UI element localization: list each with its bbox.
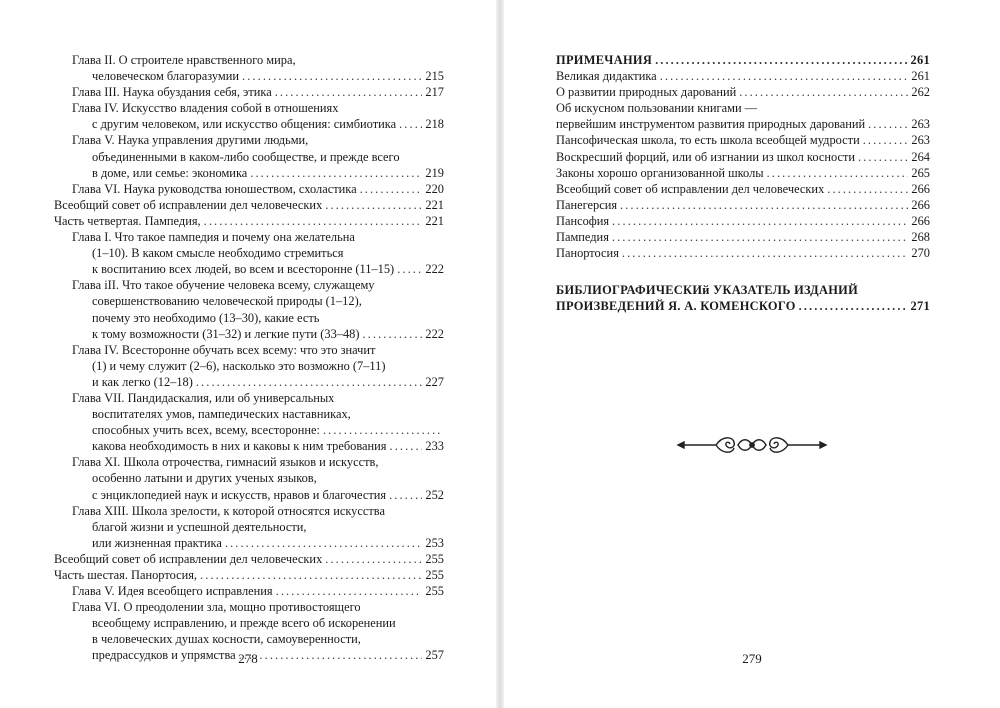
toc-entry-title: Глава IV. Искусство владения собой в отношениях (72, 101, 339, 116)
dot-leader (225, 535, 423, 551)
toc-entry (556, 213, 930, 229)
toc-entry (556, 229, 930, 245)
toc-entry-title: Глава XIII. Школа зрелости, к которой относятся искусства (72, 503, 385, 518)
toc-entry-page: 262 (911, 85, 930, 100)
toc-entry-page: 264 (911, 149, 930, 164)
toc-entry-title: Глава II. О строителе нравственного мира, (72, 53, 296, 67)
toc-entry-title: и как легко (12–18) (92, 374, 193, 389)
toc-entry (54, 583, 444, 599)
toc-entry (54, 599, 444, 615)
toc-entry-page: 252 (425, 487, 444, 502)
toc-entry-title: совершенствованию человеческой природы (1–12), (92, 294, 362, 309)
dot-leader (204, 213, 423, 229)
toc-entry-page: 266 (911, 197, 930, 212)
toc-entry-page: 215 (425, 69, 444, 84)
toc-entry (556, 116, 930, 132)
dot-leader (325, 197, 422, 213)
dot-leader (612, 229, 909, 245)
right-page (504, 0, 1000, 708)
toc-entry-title: Об искусном пользовании книгами — (556, 101, 758, 116)
dot-leader (196, 374, 423, 390)
toc-entry-title: Законы хорошо организованной школы (556, 165, 764, 180)
dot-leader (767, 165, 909, 181)
toc-entry (54, 535, 444, 551)
toc-entry-title: воспитателях умов, пампедических наставниках, (92, 407, 351, 422)
bibliography-title-cont: ПРОИЗВЕДЕНИЙ Я. А. КОМЕНСКОГО (556, 299, 796, 314)
toc-entry-page: 222 (425, 326, 444, 341)
toc-entry-page: 218 (425, 117, 444, 132)
toc-entry-page: 266 (911, 213, 930, 228)
toc-entry (54, 84, 444, 100)
bibliography-page: 271 (910, 299, 930, 314)
bibliography-heading-line2 (556, 298, 930, 314)
dot-leader (868, 116, 908, 132)
dot-leader (827, 181, 908, 197)
toc-entry-title: объединенными в каком-либо сообществе, и прежде всего (92, 149, 400, 164)
toc-entry-title: к воспитанию всех людей, во всем и всесторонне (11–15) (92, 262, 395, 277)
toc-entry-page: 219 (425, 165, 444, 180)
toc-entry-title: способных учить всех, всему, всесторонне: (92, 423, 320, 438)
dot-leader (858, 149, 908, 165)
book-gutter (496, 0, 504, 708)
left-toc (54, 52, 444, 664)
toc-entry-title: какова необходимость в них и каковы к ним требования (92, 439, 387, 454)
toc-entry-title: (1) и чему служит (2–6), насколько это возможно (7–11) (92, 358, 386, 373)
toc-entry (556, 132, 930, 148)
toc-entry (556, 181, 930, 197)
toc-entry-title: Воскресший форций, или об изгнании из школ косности (556, 149, 856, 164)
bibliography-title: БИБЛИОГРАФИЧЕСКИй УКАЗАТЕЛЬ ИЗДАНИЙ (556, 283, 859, 298)
toc-entry (54, 487, 444, 503)
toc-entry (54, 181, 444, 197)
toc-entry (54, 454, 444, 470)
dot-leader (325, 551, 422, 567)
toc-entry-page: 217 (425, 85, 444, 100)
toc-entry-page: 261 (910, 53, 930, 67)
bibliography-heading-line1 (556, 282, 930, 298)
toc-entry-page: 220 (425, 181, 444, 196)
toc-entry-page: 221 (425, 213, 444, 228)
toc-entry-page: 253 (425, 535, 444, 550)
dot-leader (799, 298, 908, 314)
toc-entry-title: Пансофическая школа, то есть школа всеобщей мудрости (556, 133, 860, 148)
toc-entry (54, 261, 444, 277)
toc-entry-title: Пампедия (556, 230, 609, 245)
left-page-number: 278 (238, 651, 258, 666)
toc-entry-title: в доме, или семье: экономика (92, 165, 248, 180)
toc-entry-title: Глава VII. Пандидаскалия, или об универсальных (72, 390, 335, 405)
toc-entry-title: Глава I. Что такое пампедия и почему она желательна (72, 230, 355, 245)
toc-entry-title: Панегерсия (556, 197, 618, 212)
toc-entry (54, 438, 444, 454)
dot-leader (620, 197, 908, 213)
dot-leader (360, 181, 423, 197)
toc-entry (556, 100, 930, 116)
dot-leader (655, 52, 907, 68)
toc-entry-title: Часть четвертая. Пампедия, (54, 213, 201, 228)
toc-entry-page: 266 (911, 181, 930, 196)
toc-entry (54, 342, 444, 358)
dot-leader (863, 132, 909, 148)
toc-entry-title: Великая дидактика (556, 69, 657, 84)
toc-entry-page: 268 (911, 230, 930, 245)
toc-entry-title: Глава VI. Наука руководства юношеством, схоластика (72, 181, 357, 196)
toc-entry (54, 229, 444, 245)
toc-entry (556, 52, 930, 68)
dot-leader (276, 583, 423, 599)
toc-entry (54, 503, 444, 519)
dot-leader (739, 84, 908, 100)
toc-entry (54, 615, 444, 631)
toc-entry-title: с энциклопедией наук и искусств, нравов и благочестия (92, 487, 387, 502)
toc-entry-title: Глава V. Наука управления другими людьми, (72, 133, 309, 148)
toc-entry (54, 100, 444, 116)
toc-entry-page: 270 (911, 246, 930, 261)
toc-entry-title: Глава V. Идея всеобщего исправления (72, 584, 273, 599)
decorative-ornament-icon (676, 432, 828, 463)
toc-entry-page: 263 (911, 117, 930, 132)
toc-entry (54, 326, 444, 342)
toc-entry-page: 233 (425, 439, 444, 454)
toc-entry-page: 222 (425, 262, 444, 277)
toc-entry-page: 255 (425, 568, 444, 582)
spacer (556, 261, 930, 282)
dot-leader (362, 326, 422, 342)
toc-entry (54, 551, 444, 567)
toc-entry (54, 631, 444, 647)
toc-entry (54, 406, 444, 422)
toc-entry-title: первейшим инструментом развития природных дарований (556, 117, 866, 132)
toc-entry (54, 519, 444, 535)
toc-entry-title: Всеобщий совет об исправлении дел человеческих (556, 181, 825, 196)
toc-entry-page: 255 (425, 584, 444, 599)
toc-entry-title: или жизненная практика (92, 535, 222, 550)
toc-entry (54, 567, 444, 583)
toc-entry (54, 470, 444, 486)
left-page (0, 0, 496, 708)
toc-entry-page: 227 (425, 374, 444, 389)
dot-leader (242, 68, 422, 84)
dot-leader (622, 245, 909, 261)
toc-entry (54, 132, 444, 148)
toc-entry (54, 358, 444, 374)
toc-entry-title: в человеческих душах косности, самоуверенности, (92, 632, 361, 647)
toc-entry-title: Всеобщий совет об исправлении дел человеческих (54, 197, 323, 212)
dot-leader (275, 84, 423, 100)
toc-entry (54, 52, 444, 68)
toc-entry-title: всеобщему исправлению, и прежде всего об искоренении (92, 616, 396, 631)
dot-leader (612, 213, 908, 229)
toc-entry (556, 149, 930, 165)
dot-leader (399, 116, 422, 132)
dot-leader (200, 567, 422, 583)
toc-entry-title: Часть шестая. Панортосия, (54, 568, 198, 582)
right-toc (556, 52, 930, 314)
toc-entry-title: почему это необходимо (13–30), какие есть (92, 310, 320, 325)
toc-entry-title: О развитии природных дарований (556, 85, 737, 100)
toc-entry (54, 374, 444, 390)
toc-entry-title: с другим человеком, или искусство общения: симбиотика (92, 117, 397, 132)
toc-entry-title: предрассудков и упрямства (92, 648, 236, 663)
toc-entry-title: человеческом благоразумии (92, 69, 240, 84)
toc-entry-title: ПРИМЕЧАНИЯ (556, 53, 653, 67)
toc-entry-page: 261 (911, 69, 930, 84)
toc-entry-title: Панортосия (556, 246, 619, 261)
right-page-number: 279 (742, 651, 762, 666)
toc-entry-title: особенно латыни и других ученых языков, (92, 471, 317, 486)
toc-entry (54, 165, 444, 181)
toc-entry (556, 245, 930, 261)
toc-entry-page: 221 (425, 197, 444, 212)
toc-entry-page: 255 (425, 551, 444, 566)
dot-leader (660, 68, 909, 84)
toc-entry-title: (1–10). В каком смысле необходимо стремиться (92, 246, 344, 261)
toc-entry-title: Глава VI. О преодолении зла, мощно противостоящего (72, 600, 361, 615)
toc-entry (54, 293, 444, 309)
toc-entry-title: к тому возможности (31–32) и легкие пути (33–48) (92, 326, 360, 341)
toc-entry-title: Глава III. Наука обуздания себя, этика (72, 85, 272, 100)
toc-entry-page: 265 (911, 165, 930, 180)
dot-leader (397, 261, 422, 277)
toc-entry-title: Глава IV. Всесторонне обучать всех всему: что это значит (72, 342, 376, 357)
toc-entry-title: Глава iII. Что такое обучение человека всему, служащему (72, 278, 375, 293)
toc-entry (54, 245, 444, 261)
toc-entry (54, 390, 444, 406)
toc-entry-page: 263 (911, 133, 930, 148)
toc-entry (54, 116, 444, 132)
toc-entry (54, 310, 444, 326)
dot-leader (390, 438, 423, 454)
toc-entry (556, 165, 930, 181)
toc-entry (54, 68, 444, 84)
toc-entry (54, 213, 444, 229)
toc-entry (54, 149, 444, 165)
toc-entry (556, 68, 930, 84)
dot-leader (250, 165, 422, 181)
dot-leader (323, 422, 441, 438)
toc-entry-title: Всеобщий совет об исправлении дел человеческих (54, 551, 323, 566)
toc-entry (556, 84, 930, 100)
toc-entry (54, 277, 444, 293)
toc-entry (54, 422, 444, 438)
toc-entry (54, 197, 444, 213)
toc-entry-page: 257 (425, 648, 444, 663)
toc-entry-title: Глава XI. Школа отрочества, гимнасий языков и искусств, (72, 455, 379, 470)
dot-leader (389, 487, 422, 503)
toc-entry-title: благой жизни и успешной деятельности, (92, 519, 307, 534)
toc-entry (556, 197, 930, 213)
toc-entry-title: Пансофия (556, 213, 610, 228)
